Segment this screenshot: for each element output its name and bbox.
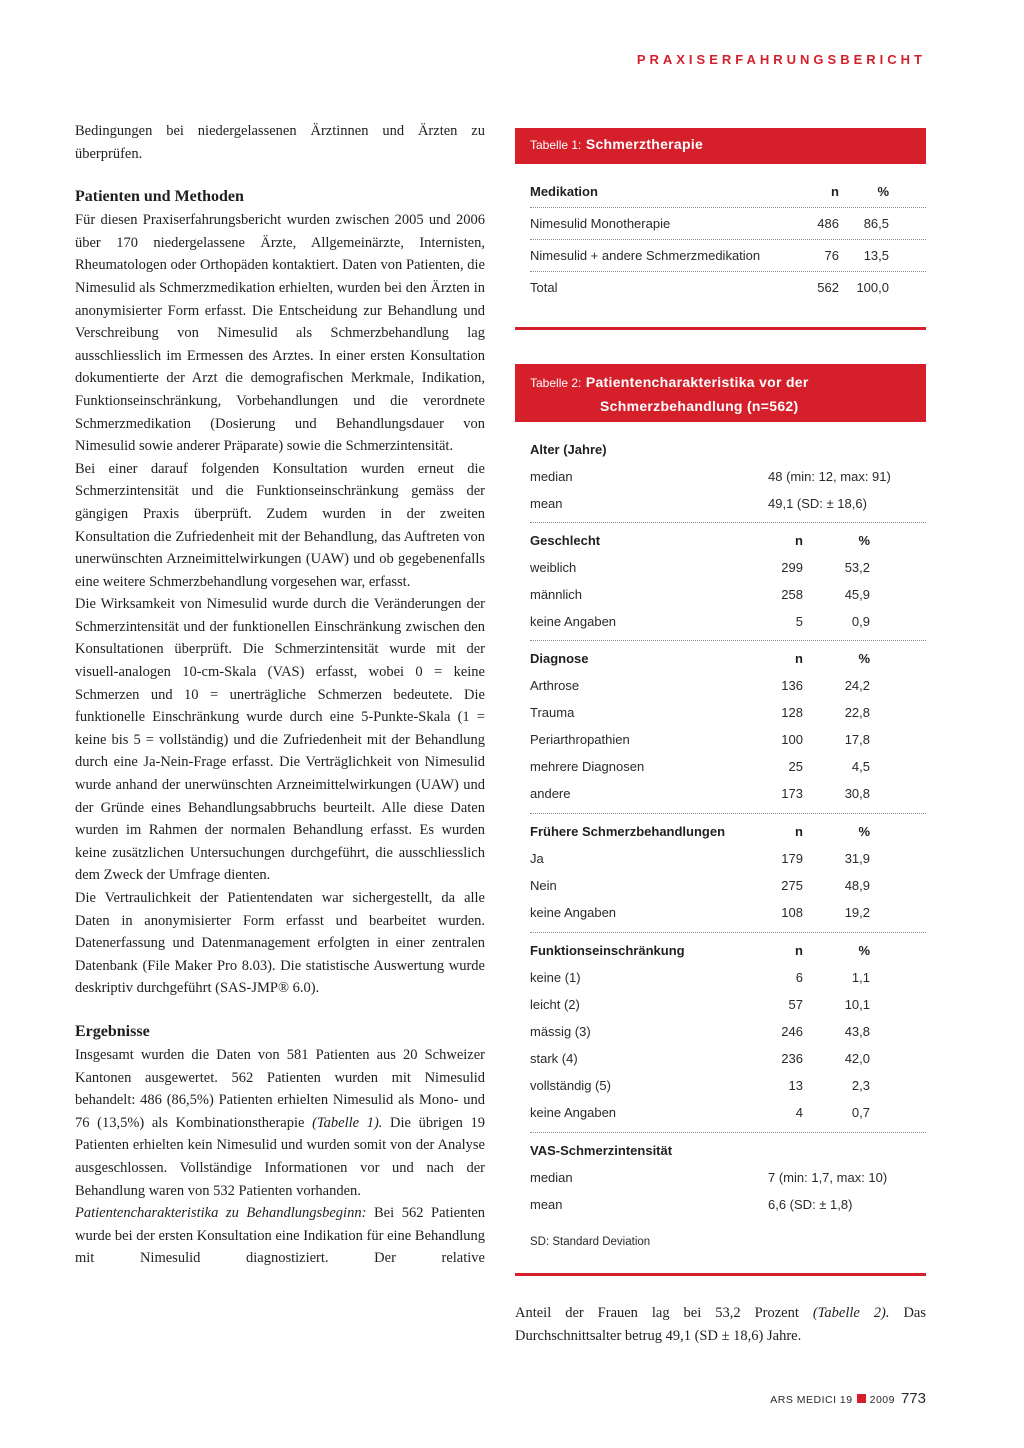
table-row: mässig (3) 246 43,8: [530, 1024, 870, 1039]
table-row: keine (1) 6 1,1: [530, 970, 870, 985]
methods-paragraph-4: Die Vertraulichkeit der Patientendaten war sichergestellt, da alle Daten in anonymisierter Form erfasst und bearbeitet wurden. Datenerfassung und Datenmanagement erfolgten in einer zentralen Datenbank (File Maker Pro 8.03). Die statistische Auswertung wurde deskriptiv durchgeführt (SAS-JMP® 6.0).: [75, 890, 485, 997]
left-column: [75, 120, 485, 1270]
table-row: keine Angaben 5 0,9: [530, 614, 870, 629]
table-row: mehrere Diagnosen 25 4,5: [530, 759, 870, 774]
methods-paragraph-1: Für diesen Praxiserfahrungsbericht wurden zwischen 2005 und 2006 über 170 niedergelassene Ärzte, Allgemeinärzte, Internisten, Rheumatologen oder Orthopäden kontaktiert. Daten von Patienten, die Nimesulid als Schmerzmedikation erhielten, wurden bei den Ärzten in anonymisierter Form erfasst. Die Entscheidung zur Behandlung und Verschreibung von Nimesulid als Schmerzbehandlung lag ausschliesslich im Ermessen des Arztes. In einer ersten Konsultation dokumentierte der Arzt die demografischen Merkmale, Indikation, Funktionseinschränkung, Vorbehandlungen und die verordnete Schmerzmedikation (Dosierung und Behandlungsdauer von Nimesulid sowie anderer Präparate) sowie die Schmerzintensität.: [75, 212, 485, 455]
table2-func-head: Funktionseinschränkung n %: [530, 943, 870, 958]
table-row: Nein 275 48,9: [530, 878, 870, 893]
intro-paragraph: Bedingungen bei niedergelassenen Ärztinnen und Ärzten zu überprüfen.: [75, 123, 485, 162]
table2-footnote: SD: Standard Deviation: [530, 1236, 651, 1248]
journal-name: ARS MEDICI 19: [770, 1394, 853, 1406]
table-row: median 48 (min: 12, max: 91): [530, 469, 891, 484]
table1-bottom-rule: [515, 327, 926, 330]
results-paragraph-2: Patientencharakteristika zu Behandlungsbeginn: Bei 562 Patienten wurde bei der ersten Konsultation eine Indikation für eine Behandlung mit Nimesulid diagnostiziert. Der relative: [75, 1205, 485, 1267]
table-row: median 7 (min: 1,7, max: 10): [530, 1170, 888, 1185]
table-row: mean 6,6 (SD: ± 1,8): [530, 1197, 853, 1212]
table-row: männlich 258 45,9: [530, 587, 870, 602]
table1-title: Schmerztherapie: [585, 136, 704, 152]
table2-age-head: Alter (Jahre): [530, 442, 607, 457]
table-row: Periarthropathien 100 17,8: [530, 732, 870, 747]
table-row: leicht (2) 57 10,1: [530, 997, 870, 1012]
table-row: vollständig (5) 13 2,3: [530, 1078, 870, 1093]
section-header: PRAXISERFAHRUNGSBERICHT: [636, 52, 926, 67]
table-row: stark (4) 236 42,0: [530, 1051, 870, 1066]
table-row: Nimesulid + andere Schmerzmedikation 76 13,5: [530, 248, 889, 263]
methods-paragraph-3: Die Wirksamkeit von Nimesulid wurde durch die Veränderungen der Schmerzintensität und der funktionellen Einschränkung zwischen den Konsultationen überprüft. Die Schmerzintensität wurde mit der visuell-analogen 10-cm-Skala (VAS) erfasst, wobei 0 = keine Schmerzen und 10 = unerträgliche Schmerzen bedeutete. Die funktionelle Einschränkung wurde durch eine 5-Punkte-Skala (1 = keine bis 5 = vollständig) und die Zufriedenheit mit der Behandlung durch eine Ja-Nein-Frage erfasst. Die Verträglichkeit von Nimesulid wurde anhand der unerwünschten Arzneimittelwirkungen (UAW) und der Gründe eines Behandlungsabbruchs beurteilt. Alle diese Daten wurden im Rahmen der normalen Behandlung erfasst. Es wurden keine zusätzlichen Untersuchungen durchgeführt, die ausschliesslich dem Zweck der Umfrage dienten.: [75, 596, 485, 884]
table2-prior-head: Frühere Schmerzbehandlungen n %: [530, 824, 870, 839]
table-row: Ja 179 31,9: [530, 851, 870, 866]
table2-diag-head: Diagnose n %: [530, 651, 870, 666]
table2-vas-head: VAS-Schmerzintensität: [530, 1143, 673, 1158]
table1-label: Tabelle 1:: [530, 138, 582, 152]
table2-header: [515, 364, 926, 422]
page-footer: [770, 1390, 926, 1408]
table-row: andere 173 30,8: [530, 786, 870, 801]
table1-header-row: Medikation n %: [530, 184, 889, 199]
table2-title-line1: Patientencharakteristika vor der: [585, 374, 809, 390]
page-number: 773: [900, 1390, 926, 1407]
results-paragraph-1: Insgesamt wurden die Daten von 581 Patienten aus 20 Schweizer Kantonen ausgewertet. 562 Patienten wurden mit Nimesulid behandelt: 486 (86,5%) Patienten erhielten Nimesulid als Mono- und 76 (13,5%) als Kombinationstherapie (Tabelle 1). Die übrigen 19 Patienten erhielten kein Nimesulid und wurden somit von der Analyse ausgeschlossen. Vollständige Informationen vor und nach der Behandlung waren von 532 Patienten vorhanden.: [75, 1046, 486, 1199]
table-row: Trauma 128 22,8: [530, 705, 870, 720]
table2-title-line2: Schmerzbehandlung (n=562): [600, 398, 799, 414]
table-row: mean 49,1 (SD: ± 18,6): [530, 496, 867, 511]
table-row: weiblich 299 53,2: [530, 560, 870, 575]
table2-reference: (Tabelle 2).: [812, 1305, 890, 1321]
journal-year: 2009: [869, 1394, 895, 1406]
table-row: keine Angaben 4 0,7: [530, 1105, 870, 1120]
table2-sex-head: Geschlecht n %: [530, 533, 870, 548]
table-row: Total 562 100,0: [530, 280, 889, 295]
table1-reference: (Tabelle 1).: [312, 1114, 383, 1131]
red-square-icon: [857, 1394, 866, 1403]
table-row: keine Angaben 108 19,2: [530, 905, 870, 920]
table2-bottom-rule: [515, 1273, 926, 1276]
right-column-paragraph: Anteil der Frauen lag bei 53,2 Prozent (Tabelle 2). Das Durchschnittsalter betrug 49,1 (SD ± 18,6) Jahre.: [515, 1305, 926, 1344]
table2-label: Tabelle 2:: [530, 376, 582, 390]
table1-header: [515, 128, 926, 164]
table-row: Nimesulid Monotherapie 486 86,5: [530, 216, 889, 231]
heading-methods: Patienten und Methoden: [75, 188, 244, 206]
table-row: Arthrose 136 24,2: [530, 678, 870, 693]
methods-paragraph-2: Bei einer darauf folgenden Konsultation wurden erneut die Schmerzintensität und die Funktionseinschränkung gemäss der gängigen Praxis überprüft. Zudem wurden in der zweiten Konsultation die Zufriedenheit mit der Behandlung, das Auftreten von unerwünschten Arzneimittelwirkungen (UAW) und ob gegebenenfalls eine weitere Schmerzbehandlung vorgesehen war, erfasst.: [75, 460, 485, 590]
section-italic-label: Patientencharakteristika zu Behandlungsbeginn:: [75, 1205, 367, 1222]
heading-results: Ergebnisse: [75, 1022, 150, 1040]
